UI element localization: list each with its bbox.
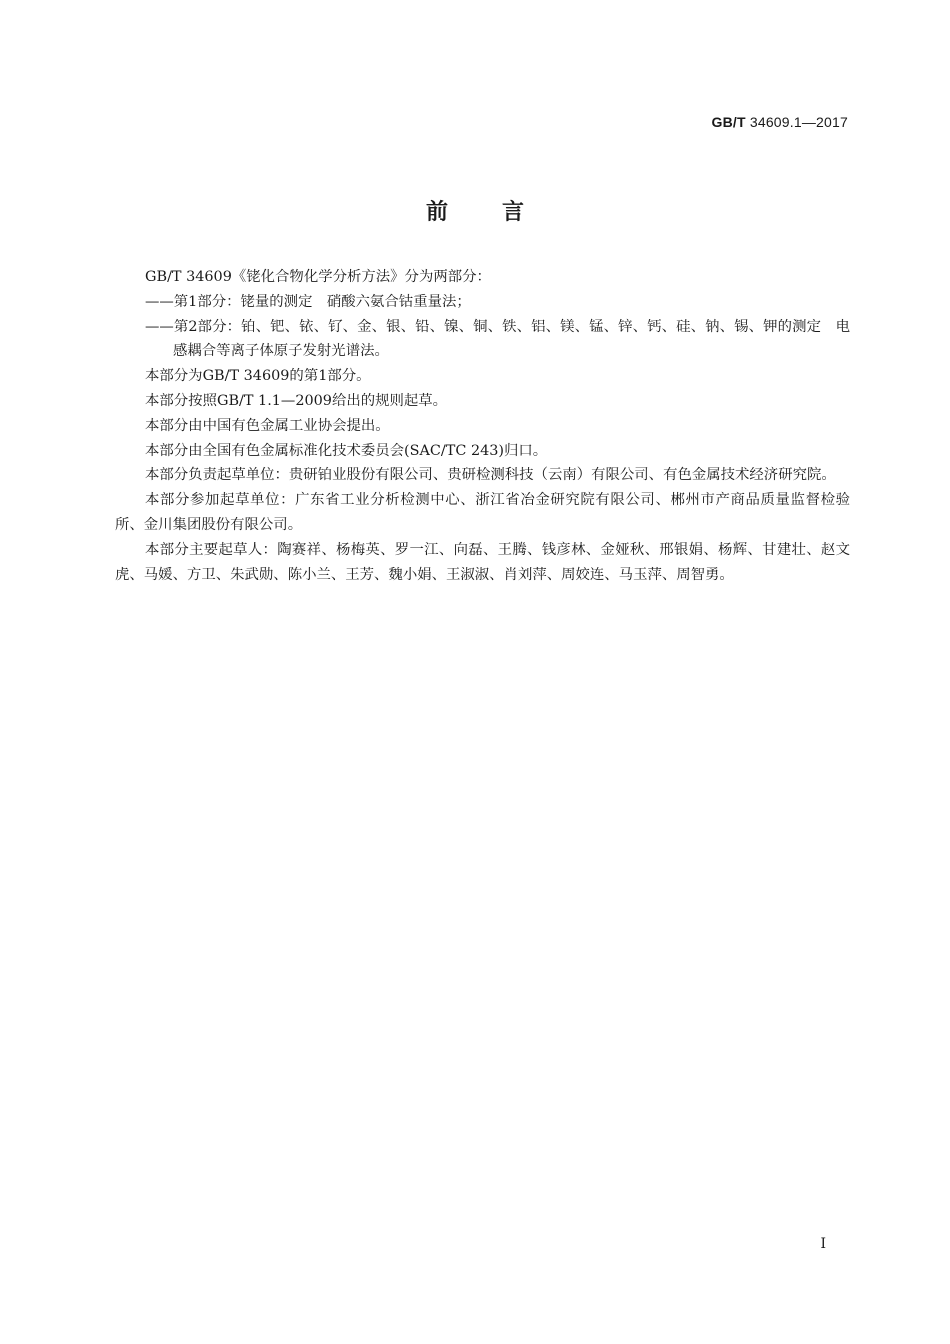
- standard-code-prefix: GB/T: [711, 114, 746, 130]
- intro-paragraph: GB/T 34609《铑化合物化学分析方法》分为两部分：: [145, 269, 491, 285]
- participating-units-paragraph: 本部分参加起草单位：广东省工业分析检测中心、浙江省冶金研究院有限公司、郴州市产商品质量监督检验所、金川集团股份有限公司。: [115, 492, 850, 533]
- standard-code: [712, 114, 849, 130]
- standard-code-number: 34609.1—2017: [749, 114, 848, 130]
- responsible-units-paragraph: 本部分负责起草单位：贵研铂业股份有限公司、贵研检测科技（云南）有限公司、有色金属技术经济研究院。: [145, 467, 836, 484]
- page-title: [0, 195, 950, 226]
- drafting-rules-paragraph: 本部分按照GB/T 1.1—2009给出的规则起草。: [145, 392, 448, 409]
- part-2-item: ——第2部分：铂、钯、铱、钌、金、银、铅、镍、铜、铁、铝、镁、锰、锌、钙、硅、钠、锡、钾的测定 电感耦合等离子体原子发射光谱法。: [145, 318, 850, 360]
- page-title-char-1: 前: [425, 200, 448, 225]
- page-title-char-2: 言: [502, 200, 525, 225]
- committee-paragraph: 本部分由全国有色金属标准化技术委员会(SAC/TC 243)归口。: [145, 442, 548, 459]
- part-1-item: ——第1部分：铑量的测定 硝酸六氨合钴重量法；: [145, 293, 471, 310]
- part-statement-paragraph: 本部分为GB/T 34609的第1部分。: [145, 368, 371, 385]
- proposer-paragraph: 本部分由中国有色金属工业协会提出。: [145, 417, 390, 434]
- page-number: I: [820, 1236, 826, 1252]
- drafters-paragraph: 本部分主要起草人：陶赛祥、杨梅英、罗一江、向磊、王腾、钱彦林、金娅秋、邢银娟、杨辉、甘建壮、赵文虎、马媛、方卫、朱武勋、陈小兰、王芳、魏小娟、王淑淑、肖刘萍、周姣连、马玉萍、周智勇。: [115, 541, 850, 583]
- foreword-body: [115, 265, 850, 587]
